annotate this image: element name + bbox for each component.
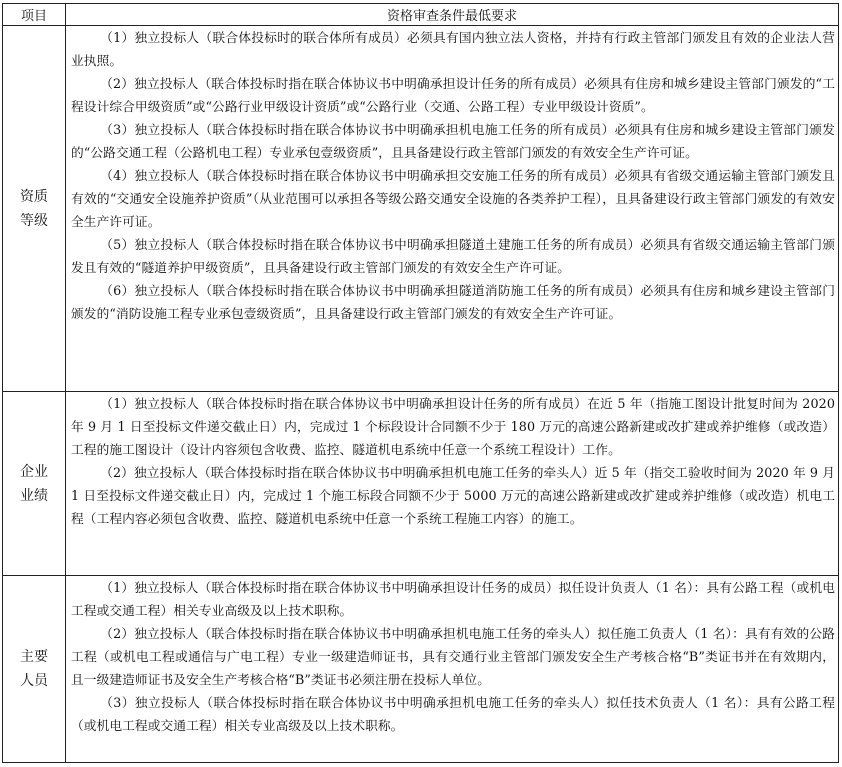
row-label-qualification — [3, 26, 66, 392]
paragraph: （4）独立投标人（联合体投标时指在联合体协议书中明确承担交安施工任务的所有成员）必须具有省级交通运输主管部门颁发且有效的“交通安全设施养护资质”（从业范围可以承担各等级公路交通安全设施的各类养护工程），且具备建设行政主管部门颁发的有效安全生产许可证。 — [71, 168, 835, 229]
paragraph: （1）独立投标人（联合体投标时的联合体所有成员）必须具有国内独立法人资格，并持有行政主管部门颁发且有效的企业法人营业执照。 — [71, 30, 835, 68]
row-label-personnel — [3, 576, 66, 763]
header-item: 项目 — [3, 4, 66, 26]
table-row-personnel — [3, 576, 839, 763]
table-row-qualification — [3, 26, 839, 392]
row-content-qualification — [66, 26, 839, 392]
qualification-table — [2, 3, 839, 763]
row-label-line: 资质 — [20, 188, 48, 205]
paragraph: （5）独立投标人（联合体投标时指在联合体协议书中明确承担隧道土建施工任务的所有成员）必须具有省级交通运输主管部门颁发且有效的“隧道养护甲级资质”，且具备建设行政主管部门颁发的有效安全生产许可证。 — [71, 237, 835, 275]
row-content-performance — [66, 392, 839, 576]
row-label-line: 主要 — [20, 649, 48, 665]
table-header-row — [3, 4, 839, 26]
header-requirement: 资格审查条件最低要求 — [66, 4, 839, 26]
row-label-line: 企业 — [20, 463, 48, 480]
paragraph: （6）独立投标人（联合体投标时指在联合体协议书中明确承担隧道消防施工任务的所有成员）必须具有住房和城乡建设主管部门颁发的“消防设施工程专业承包壹级资质”，且具备建设行政主管部门颁发的有效安全生产许可证。 — [71, 283, 835, 321]
paragraph: （1）独立投标人（联合体投标时指在联合体协议书中明确承担设计任务的所有成员）在近 5 年（指施工图设计批复时间为 2020 年 9 月 1 日至投标文件递交截止日）内，完成过 1 个标段设计合同额不少于 180 万元的高速公路新建或改扩建或养护维修（或改造）工程的施工图设计（设计内容须包含收费、监控、隧道机电系统中任意一个系统工程设计）工作。 — [71, 396, 835, 457]
paragraph: （1）独立投标人（联合体投标时指在联合体协议书中明确承担设计任务的成员）拟任设计负责人（1 名）：具有公路工程（或机电工程或交通工程）相关专业高级及以上技术职称。 — [71, 580, 835, 618]
row-label-line: 业绩 — [20, 487, 48, 504]
paragraph: （2）独立投标人（联合体投标时指在联合体协议书中明确承担机电施工任务的牵头人）近 5 年（指交工验收时间为 2020 年 9 月 1 日至投标文件递交截止日）内，完成过 1 个施工标段合同额不少于 5000 万元的高速公路新建或改扩建或养护维修（或改造）机电工程（工程内容必须包含收费、监控、隧道机电系统中任意一个系统工程施工内容）的施工。 — [71, 465, 835, 526]
table-row-performance — [3, 392, 839, 576]
paragraph: （2）独立投标人（联合体投标时指在联合体协议书中明确承担机电施工任务的牵头人）拟任施工负责人（1 名）：具有有效的公路工程（或机电工程或通信与广电工程）专业一级建造师证书，具有交通行业主管部门颁发安全生产考核合格“B”类证书并在有效期内，且一级建造师证书及安全生产考核合格“B”类证书必须注册在投标人单位。 — [71, 626, 835, 687]
row-label-line: 人员 — [20, 673, 48, 689]
paragraph: （2）独立投标人（联合体投标时指在联合体协议书中明确承担设计任务的所有成员）必须具有住房和城乡建设主管部门颁发的“工程设计综合甲级资质”或“公路行业甲级设计资质”或“公路行业（交通、公路工程）专业甲级设计资质”。 — [71, 76, 835, 114]
row-content-personnel — [66, 576, 839, 763]
row-label-performance — [3, 392, 66, 576]
paragraph: （3）独立投标人（联合体投标时指在联合体协议书中明确承担机电施工任务的牵头人）拟任技术负责人（1 名）：具有公路工程（或机电工程或交通工程）相关专业高级及以上技术职称。 — [71, 695, 835, 733]
paragraph: （3）独立投标人（联合体投标时指在联合体协议书中明确承担机电施工任务的所有成员）必须具有住房和城乡建设主管部门颁发的“公路交通工程（公路机电工程）专业承包壹级资质”，且具备建设行政主管部门颁发的有效安全生产许可证。 — [71, 122, 835, 160]
row-label-line: 等级 — [20, 212, 48, 229]
